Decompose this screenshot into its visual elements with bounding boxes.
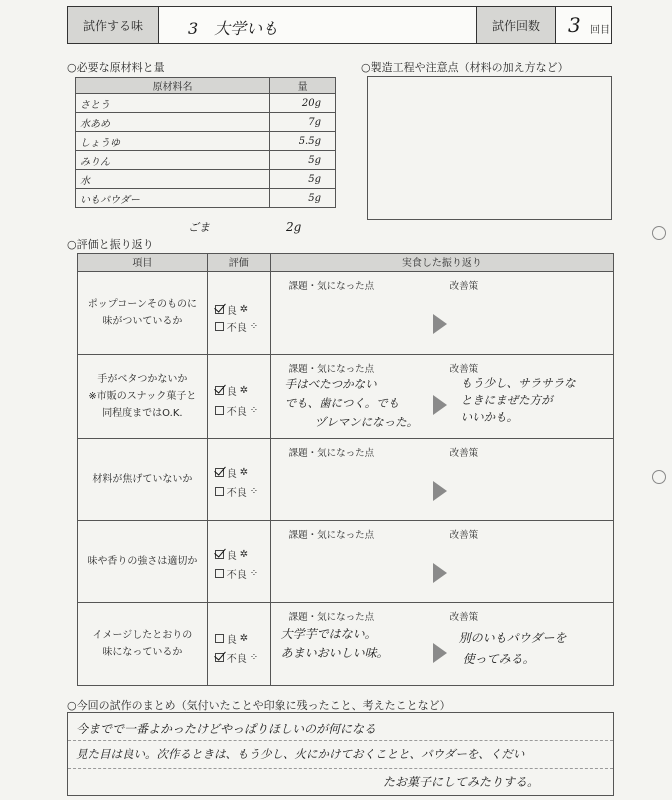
- materials-col-name: 原材料名: [76, 78, 270, 94]
- droplets-icon: ⁘: [249, 652, 259, 663]
- rating-bad-label: 不良: [226, 407, 247, 418]
- rating-cell: [207, 439, 270, 521]
- sparkle-icon: ✲: [239, 467, 249, 478]
- rating-cell: [207, 272, 270, 355]
- droplets-icon: ⁘: [249, 486, 259, 497]
- issue-label: 課題・気になった点: [288, 281, 375, 292]
- table-row: [76, 151, 336, 170]
- sparkle-icon: ✲: [239, 304, 249, 315]
- evaluation-section-title: ○評価と振り返り: [67, 238, 154, 251]
- process-notes-box[interactable]: [367, 76, 612, 220]
- rating-cell: [207, 521, 270, 603]
- summary-line[interactable]: 見た目は良い。次作るときは、もう少し、火にかけておくことと、パウダーを、くだい: [76, 747, 525, 761]
- item-line: イメージしたとおりの: [92, 630, 193, 641]
- rating-bad-option[interactable]: [215, 650, 258, 665]
- summary-line[interactable]: 今までで一番よかったけどやっぱりほしいのが何になる: [76, 722, 377, 736]
- table-row: [76, 113, 336, 132]
- materials-col-qty: 量: [270, 78, 336, 94]
- checkbox-good[interactable]: [215, 634, 224, 643]
- rating-good-label: 良: [226, 387, 237, 398]
- arrow-right-icon: [433, 481, 447, 501]
- table-row: [78, 272, 614, 355]
- rating-bad-option[interactable]: [215, 484, 258, 499]
- droplets-icon: ⁘: [249, 405, 259, 416]
- reflection-cell[interactable]: [270, 355, 613, 439]
- material-qty[interactable]: 5.5g: [270, 132, 336, 151]
- checkbox-good[interactable]: [215, 386, 224, 395]
- evaluation-item: [78, 272, 208, 355]
- droplets-icon: ⁘: [249, 568, 259, 579]
- table-row: [78, 439, 614, 521]
- table-row: [78, 355, 614, 439]
- material-qty[interactable]: 5g: [270, 170, 336, 189]
- reflection-cell[interactable]: [270, 272, 613, 355]
- arrow-right-icon: [433, 395, 447, 415]
- evaluation-col-item: 項目: [78, 254, 208, 272]
- rating-bad-label: 不良: [226, 654, 247, 665]
- rating-good-option[interactable]: [215, 547, 248, 562]
- item-line: 味や香りの強さは適切か: [87, 556, 198, 567]
- table-row: [78, 521, 614, 603]
- improve-label: 改善策: [449, 281, 479, 292]
- checkbox-good[interactable]: [215, 468, 224, 477]
- reflection-cell[interactable]: [270, 603, 613, 686]
- rating-bad-label: 不良: [226, 488, 247, 499]
- improve-label: 改善策: [449, 612, 479, 623]
- evaluation-item: [78, 603, 208, 686]
- rating-bad-label: 不良: [226, 323, 247, 334]
- improve-label: 改善策: [449, 530, 479, 541]
- evaluation-item: [78, 355, 208, 439]
- table-row: [76, 132, 336, 151]
- checkbox-good[interactable]: [215, 550, 224, 559]
- ruled-line: [68, 740, 613, 741]
- evaluation-table: [77, 253, 614, 686]
- table-row: [76, 94, 336, 113]
- rating-bad-label: 不良: [226, 570, 247, 581]
- item-line: 手がベタつかないか: [97, 374, 188, 385]
- summary-section-title: ○今回の試作のまとめ（気付いたことや印象に残ったこと、考えたことなど）: [67, 699, 451, 712]
- material-qty[interactable]: 7g: [270, 113, 336, 132]
- item-line: 材料が焦げていないか: [92, 474, 193, 485]
- checkbox-good[interactable]: [215, 305, 224, 314]
- reflection-cell[interactable]: [270, 439, 613, 521]
- item-line: 味になっているか: [102, 647, 183, 658]
- header-box: [67, 6, 612, 44]
- improve-label: 改善策: [449, 448, 479, 459]
- material-name[interactable]: 水あめ: [76, 113, 270, 132]
- trial-flavor-value[interactable]: 3 大学いも: [188, 19, 279, 38]
- evaluation-item: [78, 439, 208, 521]
- table-row: [76, 189, 336, 208]
- checkbox-bad[interactable]: [215, 569, 224, 578]
- item-line: ※市販のスナック菓子と: [88, 391, 197, 402]
- rating-good-option[interactable]: [215, 465, 248, 480]
- sparkle-icon: ✲: [239, 633, 249, 644]
- rating-good-option[interactable]: [215, 631, 248, 646]
- rating-cell: [207, 603, 270, 686]
- checkbox-bad[interactable]: [215, 487, 224, 496]
- evaluation-item: [78, 521, 208, 603]
- item-line: ポップコーンそのものに: [87, 299, 198, 310]
- rating-good-option[interactable]: [215, 302, 248, 317]
- checkbox-bad[interactable]: [215, 406, 224, 415]
- trial-count-value[interactable]: 3: [568, 13, 581, 37]
- improve-label: 改善策: [449, 364, 479, 375]
- droplets-icon: ⁘: [249, 321, 259, 332]
- sparkle-icon: ✲: [239, 385, 249, 396]
- evaluation-col-reflection: 実食した振り返り: [270, 254, 613, 272]
- arrow-right-icon: [433, 563, 447, 583]
- material-name[interactable]: みりん: [76, 151, 270, 170]
- issue-label: 課題・気になった点: [288, 364, 375, 375]
- arrow-right-icon: [433, 643, 447, 663]
- material-name[interactable]: 水: [76, 170, 270, 189]
- process-section-title: ○製造工程や注意点（材料の加え方など）: [361, 61, 569, 74]
- rating-bad-option[interactable]: [215, 403, 258, 418]
- material-name[interactable]: しょうゆ: [76, 132, 270, 151]
- summary-line[interactable]: たお菓子にしてみたりする。: [383, 775, 540, 789]
- material-qty[interactable]: 5g: [270, 151, 336, 170]
- summary-box[interactable]: [67, 712, 614, 796]
- issue-label: 課題・気になった点: [288, 448, 375, 459]
- materials-table: [75, 77, 336, 208]
- material-name[interactable]: さとう: [76, 94, 270, 113]
- issue-text[interactable]: 手はべたつかない でも、歯につく。でも ヅレマンになった。: [284, 377, 419, 429]
- punch-hole: [652, 470, 666, 484]
- rating-good-option[interactable]: [215, 383, 248, 398]
- item-line: 味がついているか: [102, 316, 183, 327]
- table-row: [76, 170, 336, 189]
- improve-text[interactable]: 別のいもパウダーを 使ってみる。: [458, 631, 567, 666]
- rating-bad-option[interactable]: [215, 566, 258, 581]
- issue-text[interactable]: 大学芋ではない。 あまいおいしい味。: [280, 627, 389, 660]
- material-qty[interactable]: 5g: [270, 189, 336, 208]
- trial-count-label: 試作回数: [476, 7, 556, 43]
- evaluation-col-rating: 評価: [207, 254, 270, 272]
- item-line: 同程度まではO.K.: [102, 408, 183, 419]
- table-row: [78, 603, 614, 686]
- reflection-cell[interactable]: [270, 521, 613, 603]
- rating-good-label: 良: [226, 306, 237, 317]
- material-name[interactable]: いもパウダー: [76, 189, 270, 208]
- material-extra-qty[interactable]: 2g: [286, 220, 302, 234]
- rating-good-label: 良: [226, 551, 237, 562]
- material-extra-name[interactable]: ごま: [188, 221, 210, 234]
- sparkle-icon: ✲: [239, 549, 249, 560]
- improve-text[interactable]: もう少し、サラサラな ときにまぜた方が いいかも。: [460, 376, 576, 424]
- materials-section-title: ○必要な原材料と量: [67, 61, 165, 74]
- issue-label: 課題・気になった点: [288, 612, 375, 623]
- rating-bad-option[interactable]: [215, 319, 258, 334]
- trial-flavor-label: 試作する味: [68, 7, 159, 43]
- checkbox-bad[interactable]: [215, 322, 224, 331]
- punch-hole: [652, 226, 666, 240]
- rating-good-label: 良: [226, 635, 237, 646]
- checkbox-bad[interactable]: [215, 653, 224, 662]
- arrow-right-icon: [433, 314, 447, 334]
- material-qty[interactable]: 20g: [270, 94, 336, 113]
- rating-cell: [207, 355, 270, 439]
- trial-count-unit: 回目: [590, 25, 610, 36]
- rating-good-label: 良: [226, 469, 237, 480]
- issue-label: 課題・気になった点: [288, 530, 375, 541]
- ruled-line: [68, 768, 613, 769]
